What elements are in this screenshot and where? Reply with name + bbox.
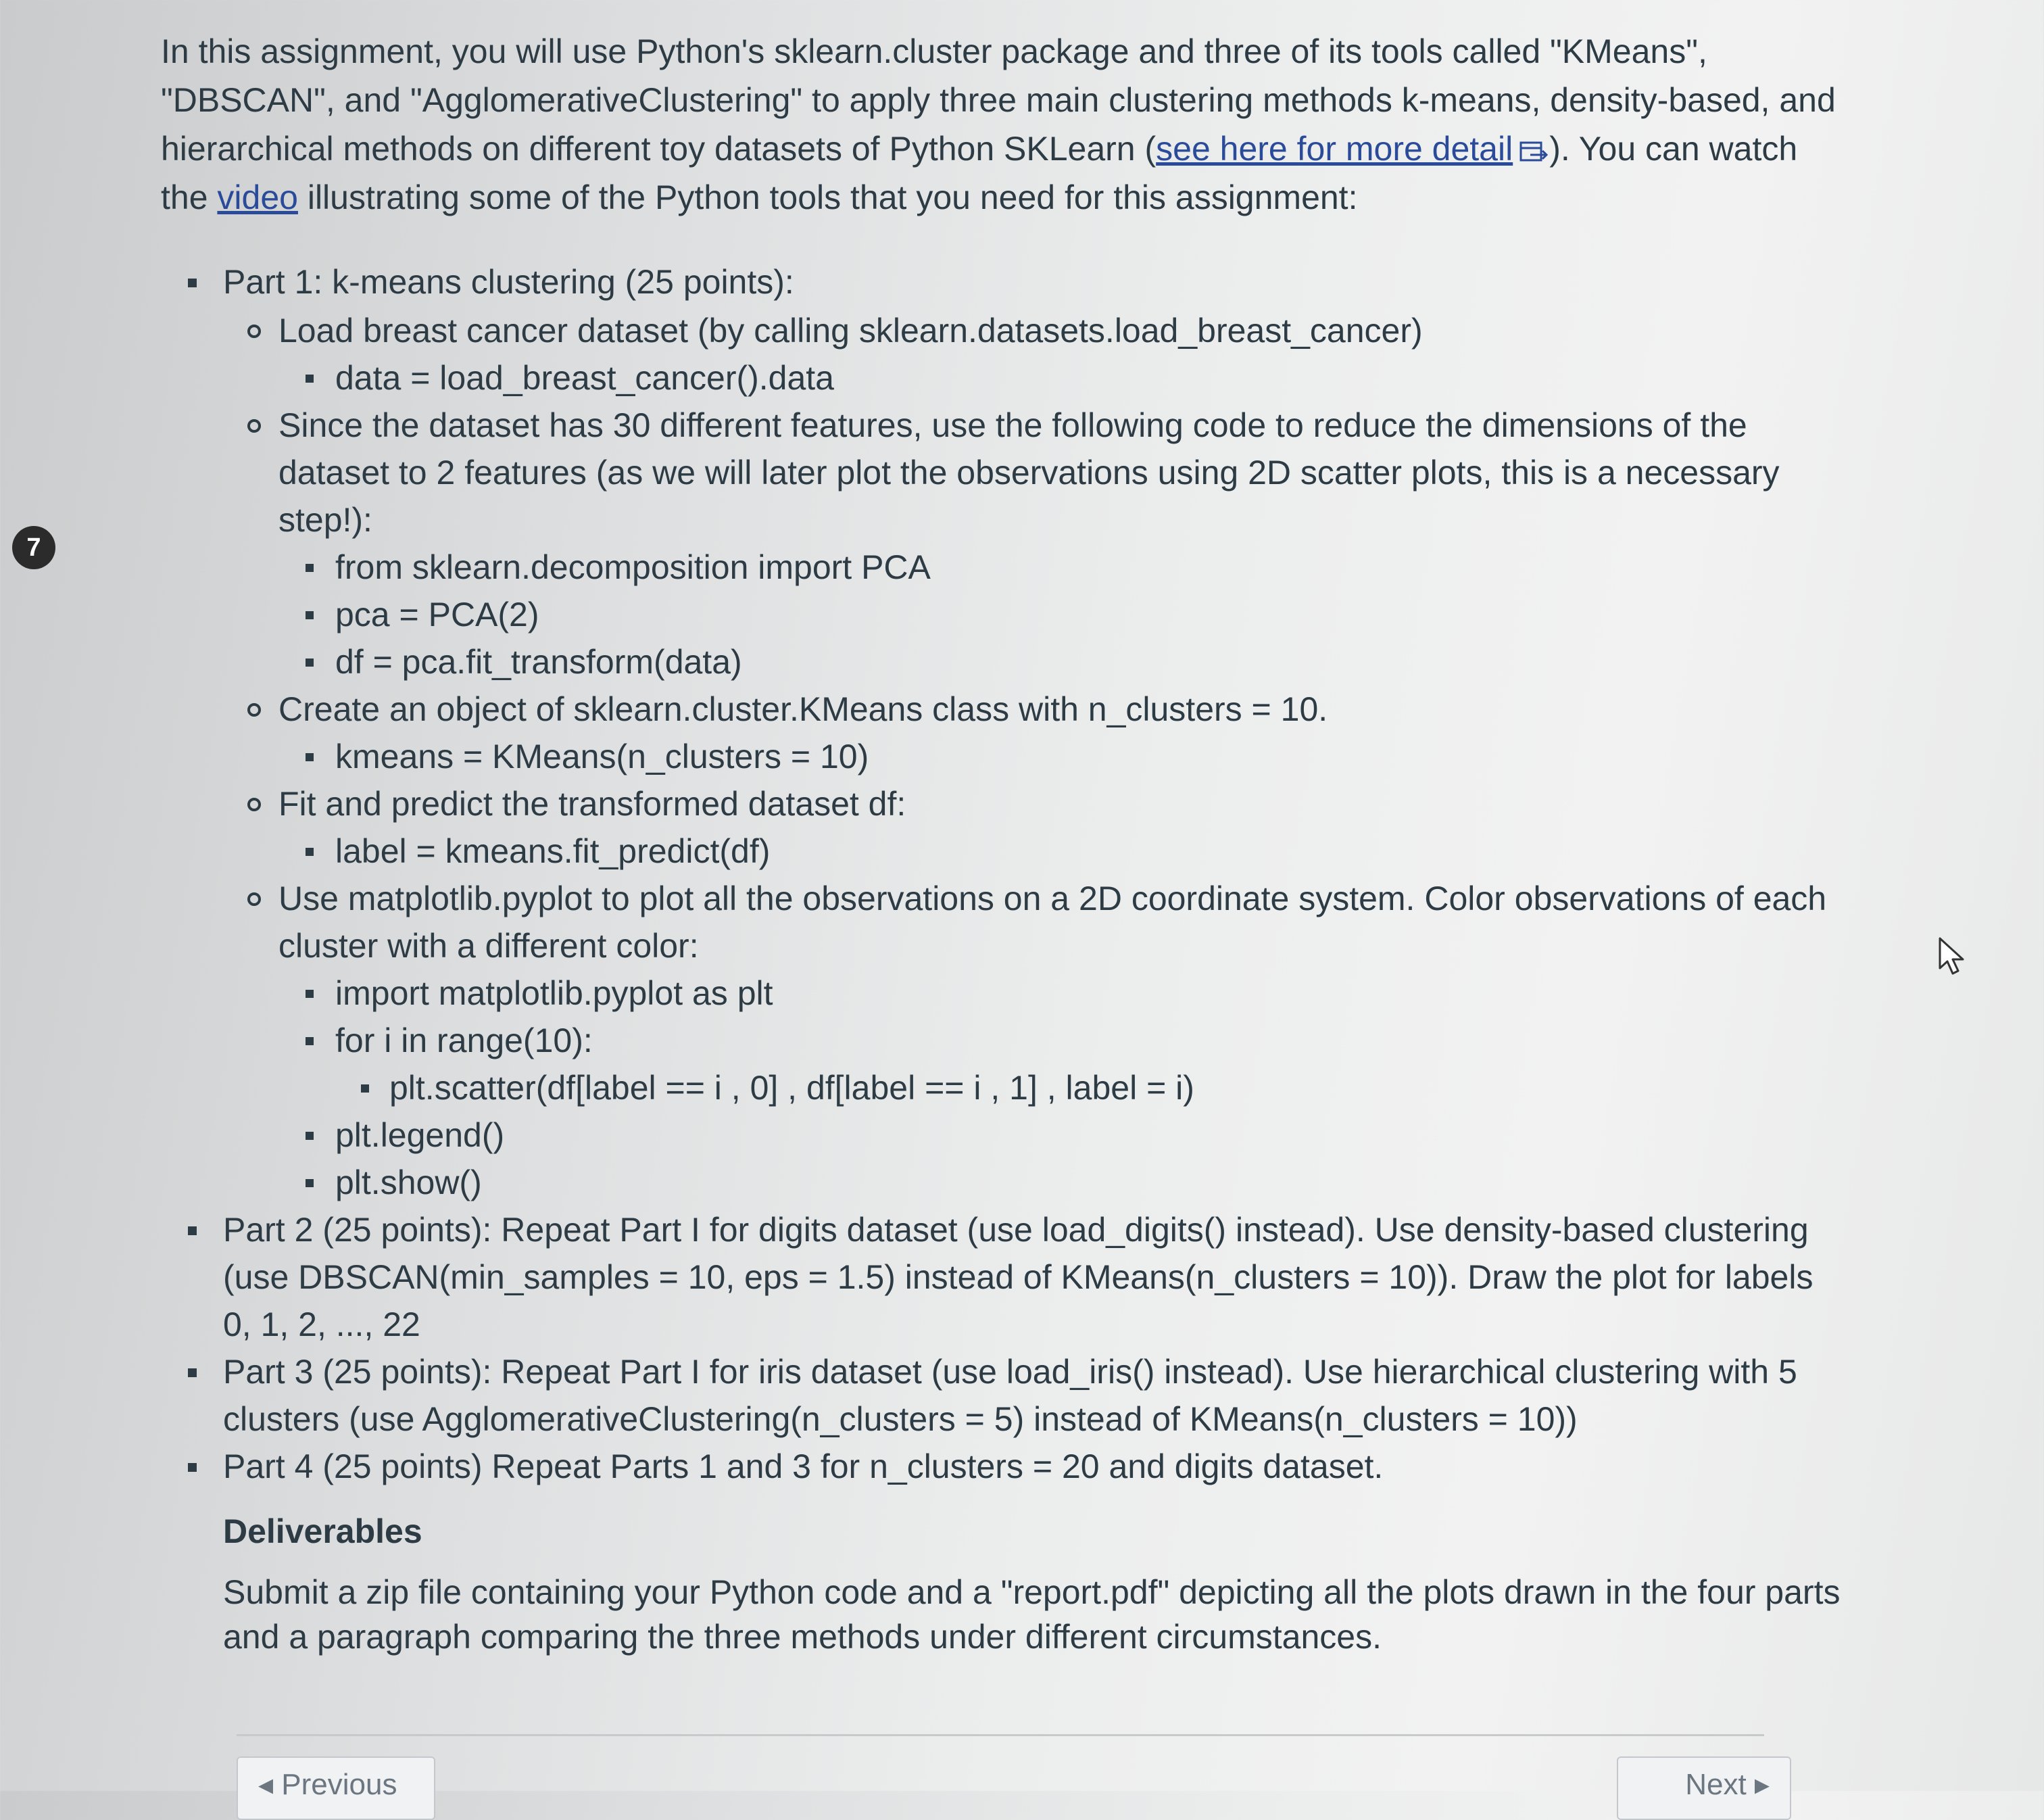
step-fit-predict (223, 780, 1847, 875)
part4-item: Part 4 (25 points) Repeat Parts 1 and 3 for n_clusters = 20 and digits dataset. (157, 1443, 1847, 1490)
notification-badge[interactable]: 7 (12, 526, 55, 569)
step-text: Fit and predict the transformed dataset df: (278, 785, 906, 823)
intro-text-2: ). You can watch the (161, 130, 1798, 216)
code-list (278, 733, 1847, 780)
intro-text-3: illustrating some of the Python tools that you need for this assignment: (297, 178, 1358, 216)
nested-code-list (335, 1064, 1847, 1111)
code-line: kmeans = KMeans(n_clusters = 10) (278, 733, 1847, 780)
deliverables-text: Submit a zip file containing your Python code and a "report.pdf" depicting all the plots drawn in the four parts and a paragraph comparing the three methods under different circumstances. (223, 1573, 1841, 1656)
part1-title: Part 1: k-means clustering (25 points): (223, 263, 794, 301)
step-plot (223, 875, 1847, 1206)
mouse-pointer-icon (1937, 936, 1967, 976)
code-line: plt.show() (278, 1159, 1847, 1206)
code-line-text: for i in range(10): (335, 1022, 593, 1059)
code-line: label = kmeans.fit_predict(df) (278, 828, 1847, 875)
assignment-content (157, 27, 1847, 1659)
step-text: Use matplotlib.pyplot to plot all the observations on a 2D coordinate system. Color observations of each cluster with a different color: (278, 880, 1827, 965)
step-text: Load breast cancer dataset (by calling sklearn.datasets.load_breast_cancer) (278, 312, 1423, 350)
code-line: data = load_breast_cancer().data (278, 354, 1847, 402)
parts-list (157, 258, 1847, 1490)
deliverables-heading: Deliverables (223, 1512, 422, 1550)
next-button[interactable]: Next ▸ (1617, 1756, 1791, 1820)
code-line: import matplotlib.pyplot as plt (278, 969, 1847, 1017)
intro-text-1: In this assignment, you will use Python's sklearn.cluster package and three of its tools called "KMeans", "DBSCAN", and "AgglomerativeClustering" to apply three main clustering methods k-means, density-based, and hierarchical methods on different toy datasets of Python SKLearn ( (161, 32, 1836, 168)
code-line: plt.scatter(df[label == i , 0] , df[label == i , 1] , label = i) (335, 1064, 1847, 1111)
part3-item: Part 3 (25 points): Repeat Part I for iris dataset (use load_iris() instead). Use hierarchical clustering with 5 clusters (use AgglomerativeClustering(n_clusters = 5) instead of KMeans(n_clusters = 10)) (157, 1348, 1847, 1443)
step-text: Create an object of sklearn.cluster.KMeans class with n_clusters = 10. (278, 690, 1328, 728)
code-list (278, 969, 1847, 1206)
part1-item (157, 258, 1847, 1206)
footer-divider (237, 1734, 1764, 1736)
part1-steps (223, 307, 1847, 1206)
step-text: Since the dataset has 30 different features, use the following code to reduce the dimensions of the dataset to 2 features (as we will later plot the observations using 2D scatter plots, this is a necessary step!): (278, 406, 1780, 539)
video-link[interactable]: video (217, 178, 298, 216)
step-pca (223, 402, 1847, 686)
code-list (278, 828, 1847, 875)
intro-paragraph (161, 27, 1847, 222)
previous-button[interactable]: ◂ Previous (237, 1756, 435, 1820)
code-line: from sklearn.decomposition import PCA (278, 544, 1847, 591)
code-line (278, 1017, 1847, 1111)
code-list (278, 354, 1847, 402)
step-create-kmeans (223, 686, 1847, 780)
step-load-dataset (223, 307, 1847, 402)
code-list (278, 544, 1847, 686)
code-line: df = pca.fit_transform(data) (278, 638, 1847, 686)
external-link-icon (1519, 140, 1549, 163)
code-line: pca = PCA(2) (278, 591, 1847, 638)
detail-link[interactable]: see here for more detail (1156, 130, 1513, 168)
code-line: plt.legend() (278, 1111, 1847, 1159)
part2-item: Part 2 (25 points): Repeat Part I for digits dataset (use load_digits() instead). Use density-based clustering (use DBSCAN(min_samples = 10, eps = 1.5) instead of KMeans(n_clusters = 10)). Draw the plot for labels 0, 1, 2, ..., 22 (157, 1206, 1847, 1348)
